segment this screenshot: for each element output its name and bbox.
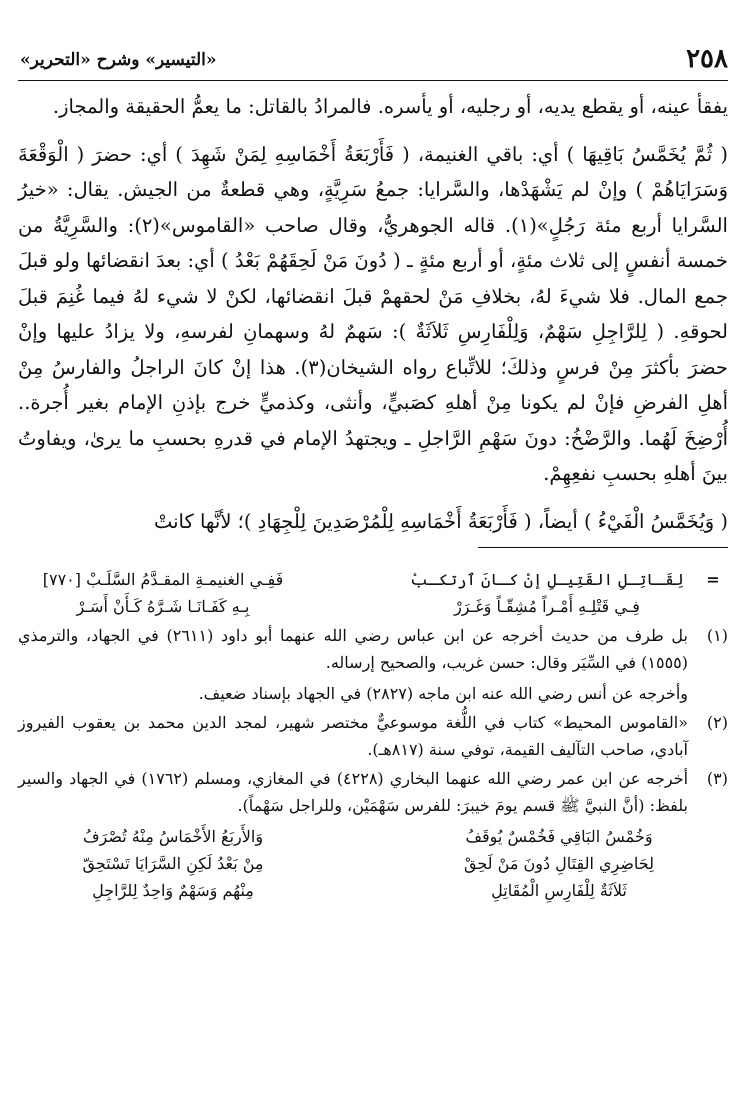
verse-row [18, 593, 692, 620]
footnote-3 [18, 765, 728, 819]
page-number: ٢٥٨ [686, 44, 728, 74]
footnotes [18, 566, 728, 904]
main-paragraph: ( ثُمَّ يُخَمَّسُ بَاقِيهَا ) أي: باقي الغنيمة، ( فَأَرْبَعَةُ أَخْمَاسِهِ لِمَنْ شَهِدَ ) أي: حضرَ ( الْوَقْعَةَ وَسَرَايَاهُمْ ) وإنْ لم يَشْهَدْها، والسَّرايا: جمعُ سَرِيَّةٍ، وهي قطعةٌ من الجيش. يقال: «خيرُ السَّرايا أربع مئة رَجُلٍ»(١). قاله الجوهريُّ، وقال صاحب «القاموس»(٢): والسَّرِيَّةُ من خمسة أنفسٍ إلى ثلاث مئةٍ، أو أربع مئةٍ ـ ( دُونَ مَنْ لَحِقَهُمْ بَعْدُ ) أي: بعدَ انقضائها ولو قبلَ جمع المال. فلا شيءَ لهُ، بخلافِ مَنْ لحقهمْ قبلَ انقضائها، لكنْ لا شيء لهُ فيما غُنِمَ قبلَ لحوقهِ. ( لِلرَّاجِلِ سَهْمٌ، وَلِلْفَارِسِ ثَلاَثَةٌ ): سَهمٌ لهُ وسهمانِ لفرسهِ، ولا يزادُ عليها وإنْ حضرَ بأكثرَ مِنْ فرسٍ وذلكَ؛ للاتِّباع رواه الشيخان(٣). هذا إنْ كانَ الراجلُ والفارسُ مِنْ أهلِ الفرضِ فإنْ لم يكونا مِنْ أهلهِ كصَبيٍّ، وأنثى، وكذميٍّ خرج بإذنِ الإمام بغير أُجرة.. أُرْضِخَ لَهُما. والرَّضْخُ: دونَ سَهْمِ الرَّاجلِ ـ ويجتهدُ الإمام في قدرهِ بحسبِ ما يرىٰ، ويفاوتُ بينَ أهلهِ بحسبِ نفعِهِمْ. [18, 142, 728, 485]
verse-body [18, 566, 692, 620]
poem-hemistich-right: لِحَاضِرِي القِتَالِ دُونَ مَنْ لَحِقْ [464, 854, 654, 873]
poem-row [18, 850, 728, 877]
footnote-text: أخرجه عن ابن عمر رضي الله عنهما البخاري (٤٢٢٨) في المغازي، ومسلم (١٧٦٢) في الجهاد والسير بلفظ: (أنَّ النبيَّ ﷺ قسم يومَ خيبرَ: للفرس سَهْمَيْن، وللراجل سَهْماً). [18, 769, 689, 815]
poem [18, 823, 728, 904]
footnote-number: (١) [706, 626, 728, 645]
poem-row [18, 823, 728, 850]
poem-row [18, 877, 728, 904]
verse-hemistich-right: لِقَـاتِـلِ القَتِيـلِ إنْ كـانَ ٱرتكـبْ [410, 570, 684, 589]
verse-hemistich-left [18, 566, 308, 593]
poem-hemistich-left: مِنْهُم وَسَهْمٌ وَاحِدٌ لِلرَّاجِلِ [92, 881, 254, 900]
verse-hemistich-right: فِـي قَتْلِـهِ أَمْـراً مُشِقّـاً وَغَـرَرْ [454, 597, 640, 616]
footnote-text: «القاموس المحيط» كتاب في اللُّغة موسوعيٌّ مختصر شهير، لمجد الدين محمد بن يعقوب الفيروز آبادي، صاحب التآليف القيمة، توفي سنة (٨١٧هـ). [18, 713, 688, 759]
footnote-body [18, 709, 688, 763]
verse-number: [٧٧٠] [42, 570, 81, 589]
page-header [18, 40, 728, 81]
footnote-body [18, 622, 688, 707]
footnote-text: بل طرف من حديث أخرجه عن ابن عباس رضي الله عنهما أبو داود (٢٦١١) في الجهاد، والترمذي (١٥٥٥) في السِّيَر وقال: حسن غريب، والصحيح إرساله. [18, 626, 688, 672]
footnote-divider [478, 547, 728, 548]
poem-hemistich-left: مِنْ بَعْدُ لَكِنِ السَّرَايَا تَسْتَحِقّ [82, 854, 264, 873]
verse-row [18, 566, 692, 593]
poem-hemistich-right: وَخُمْسُ البَاقِي فَخُمْسٌ يُوقَفُ [465, 827, 653, 846]
footnote-text: وأخرجه عن أنس رضي الله عنه ابن ماجه (٢٨٢٧) في الجهاد بإسناد ضعيف. [198, 684, 688, 703]
verse-continuation [18, 566, 728, 620]
footnote-number: (٢) [706, 713, 728, 732]
poem-hemistich-left: وَالأَربَعُ الأَخْمَاسُ مِنْهُ تُصْرَفُ [82, 827, 264, 846]
footnote-2 [18, 709, 728, 763]
main-paragraph: يفقأ عينه، أو يقطع يديه، أو رجليه، أو يأسره. فالمرادُ بالقاتل: ما يعمُّ الحقيقة والمجاز. [52, 95, 728, 118]
running-title: «التيسير» وشرح «التحرير» [20, 50, 217, 70]
verse-text: فَفِـي الغنيمـةِ المقـدَّمُ السَّلَـبْ [86, 570, 284, 589]
footnote-number: (٣) [706, 769, 728, 788]
footnote-1 [18, 622, 728, 707]
main-text [18, 89, 728, 539]
footnote-body [18, 765, 688, 819]
continuation-mark: = [706, 570, 720, 589]
book-page [18, 40, 728, 1110]
poem-hemistich-right: ثَلاَثَةٌ لِلْفَارِسِ الْمُقَاتِلِ [491, 881, 627, 900]
verse-hemistich-left: بِـهِ كَفَـانَـا شَـرَّهُ كَـأَنْ أَسَـرْ [76, 597, 250, 616]
main-paragraph: ( وَيُخَمَّسُ الْفَيْءُ ) أيضاً، ( فَأَرْبَعَةُ أَخْمَاسِهِ لِلْمُرْصَدِينَ لِلْجِهَادِ )؛ لأنَّها كانتْ [153, 509, 728, 533]
